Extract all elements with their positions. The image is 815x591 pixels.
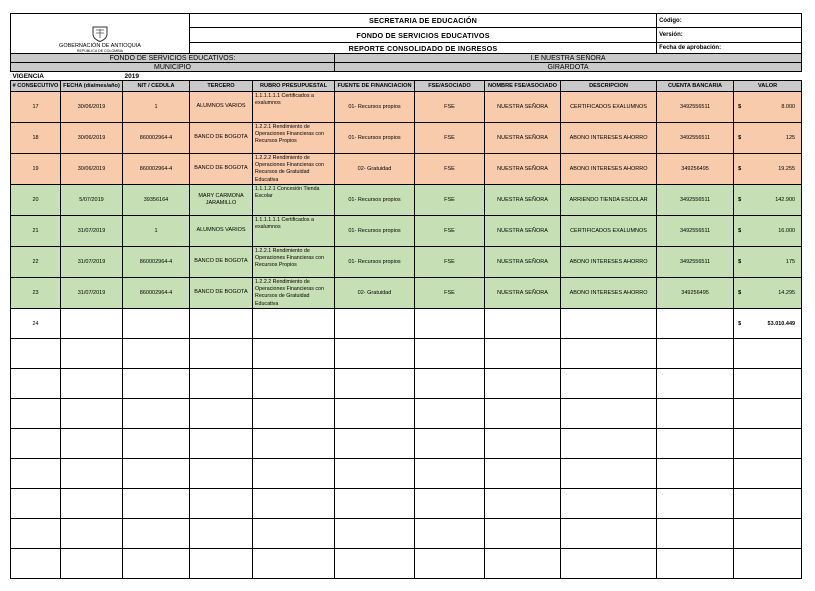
empty-cell[interactable]	[61, 309, 123, 339]
currency-symbol: $	[738, 228, 742, 234]
total-valor	[734, 309, 802, 339]
currency-symbol: $	[738, 104, 742, 110]
empty-row[interactable]	[11, 399, 802, 429]
cell-rubro: 1.1.1.1.1.1 Certificados a exalumnos	[253, 216, 335, 247]
cell-rubro: 1.2.2.1 Rendimiento de Operaciones Financieras con Recursos Propios	[253, 247, 335, 278]
cell-tercero: ALUMNOS VARIOS	[190, 216, 253, 247]
cell-cuenta: 3492556511	[657, 247, 734, 278]
income-report-sheet	[10, 13, 801, 579]
valor-amount: 8.000	[781, 104, 796, 110]
col-tercero: TERCERO	[190, 81, 253, 92]
cell-nombre-fse: NUESTRA SEÑORA	[485, 185, 561, 216]
cell-rubro: 1.2.2.2 Rendimiento de Operaciones Financieras con Recursos de Gratuidad Educativa	[253, 278, 335, 309]
cell-consecutivo: 22	[11, 247, 61, 278]
cell-fse: FSE	[415, 154, 485, 185]
table-row[interactable]	[11, 247, 802, 278]
table-row[interactable]	[11, 216, 802, 247]
empty-row[interactable]	[11, 369, 802, 399]
coat-of-arms-icon	[91, 26, 109, 42]
cell-fecha: 5/07/2019	[61, 185, 123, 216]
cell-fse: FSE	[415, 247, 485, 278]
currency-symbol: $	[738, 290, 742, 296]
col-rubro: RUBRO PRESUPUESTAL	[253, 81, 335, 92]
cell-fuente: 02- Gratuidad	[335, 154, 415, 185]
cell-consecutivo: 18	[11, 123, 61, 154]
cell-consecutivo: 23	[11, 278, 61, 309]
cell-consecutivo: 17	[11, 92, 61, 123]
cell-fecha: 30/06/2019	[61, 123, 123, 154]
column-header-row	[11, 81, 802, 92]
empty-row[interactable]	[11, 459, 802, 489]
total-row[interactable]	[11, 309, 802, 339]
table-row[interactable]	[11, 92, 802, 123]
col-valor: VALOR	[734, 81, 802, 92]
cell-fse: FSE	[415, 216, 485, 247]
band-fondo-label: FONDO DE SERVICIOS EDUCATIVOS:	[11, 54, 335, 63]
cell-valor	[734, 247, 802, 278]
cell-cuenta: 3492556511	[657, 216, 734, 247]
cell-nit: 39356164	[123, 185, 190, 216]
cell-tercero: BANCO DE BOGOTA	[190, 278, 253, 309]
meta-fecha-aprobacion: Fecha de aprobación:	[657, 43, 802, 54]
empty-row[interactable]	[11, 339, 802, 369]
empty-row[interactable]	[11, 519, 802, 549]
cell-fse: FSE	[415, 92, 485, 123]
cell-descripcion: ABONO INTERESES AHORRO	[561, 154, 657, 185]
cell-descripcion: ABONO INTERESES AHORRO	[561, 247, 657, 278]
col-fse: FSE/ASOCIADO	[415, 81, 485, 92]
valor-amount: 16.000	[778, 228, 796, 234]
cell-fecha: 31/07/2019	[61, 278, 123, 309]
col-cuenta: CUENTA BANCARIA	[657, 81, 734, 92]
band-institution: I.E NUESTRA SEÑORA	[335, 54, 802, 63]
cell-cuenta: 349256495	[657, 154, 734, 185]
cell-cuenta: 3492556511	[657, 123, 734, 154]
col-fuente: FUENTE DE FINANCIACION	[335, 81, 415, 92]
currency-symbol: $	[738, 166, 742, 172]
empty-cell[interactable]	[123, 309, 190, 339]
cell-rubro: 1.1.1.1.1.1 Certificados a exalumnos	[253, 92, 335, 123]
empty-cell[interactable]	[253, 309, 335, 339]
report-table	[10, 13, 802, 579]
cell-rubro: 1.1.1.2.1 Concesión Tienda Escolar	[253, 185, 335, 216]
logo-block	[11, 14, 190, 54]
empty-row[interactable]	[11, 549, 802, 579]
cell-fuente: 01- Recursos propios	[335, 123, 415, 154]
cell-fuente: 01- Recursos propios	[335, 247, 415, 278]
cell-valor	[734, 92, 802, 123]
cell-cuenta: 3492556511	[657, 185, 734, 216]
cell-rubro: 1.2.2.2 Rendimiento de Operaciones Financieras con Recursos de Gratuidad Educativa	[253, 154, 335, 185]
empty-cell[interactable]	[335, 309, 415, 339]
cell-consecutivo: 21	[11, 216, 61, 247]
cell-rubro: 1.2.2.1 Rendimiento de Operaciones Financieras con Recursos Propios	[253, 123, 335, 154]
cell-nombre-fse: NUESTRA SEÑORA	[485, 216, 561, 247]
cell-fuente: 02- Gratuidad	[335, 278, 415, 309]
cell-nombre-fse: NUESTRA SEÑORA	[485, 154, 561, 185]
vigencia-label: VIGENCIA	[12, 72, 44, 80]
cell-fecha: 31/07/2019	[61, 216, 123, 247]
cell-tercero: ALUMNOS VARIOS	[190, 92, 253, 123]
cell-nit: 1	[123, 216, 190, 247]
cell-consecutivo: 24	[11, 309, 61, 339]
cell-nit: 1	[123, 92, 190, 123]
cell-fecha: 30/06/2019	[61, 154, 123, 185]
total-amount: 53.010.449	[767, 320, 796, 327]
valor-amount: 125	[785, 135, 796, 141]
currency-symbol: $	[738, 135, 742, 141]
cell-descripcion: CERTIFICADOS EXALUMNOS	[561, 92, 657, 123]
cell-fse: FSE	[415, 278, 485, 309]
cell-nombre-fse: NUESTRA SEÑORA	[485, 247, 561, 278]
cell-nombre-fse: NUESTRA SEÑORA	[485, 278, 561, 309]
band-municipio-value: GIRARDOTA	[335, 63, 802, 72]
cell-nit: 860002964-4	[123, 278, 190, 309]
valor-amount: 142.900	[775, 197, 796, 203]
cell-nit: 860002964-4	[123, 154, 190, 185]
logo-subtitle: REPÚBLICA DE COLOMBIA	[76, 49, 124, 53]
empty-cell[interactable]	[657, 309, 734, 339]
cell-tercero: BANCO DE BOGOTA	[190, 154, 253, 185]
cell-valor	[734, 185, 802, 216]
cell-cuenta: 349256495	[657, 278, 734, 309]
cell-descripcion: CERTIFICADOS EXALUMNOS	[561, 216, 657, 247]
cell-fse: FSE	[415, 123, 485, 154]
empty-cell[interactable]	[415, 309, 485, 339]
vigencia-year: 2019	[124, 72, 139, 80]
cell-fse: FSE	[415, 185, 485, 216]
cell-consecutivo: 20	[11, 185, 61, 216]
empty-cell[interactable]	[485, 309, 561, 339]
col-fecha: FECHA (dia/mes/año)	[61, 81, 123, 92]
col-consecutivo: # CONSECUTIVO	[11, 81, 61, 92]
cell-nit: 860002964-4	[123, 247, 190, 278]
logo-name: GOBERNACIÓN DE ANTIOQUIA	[59, 43, 141, 49]
cell-fecha: 31/07/2019	[61, 247, 123, 278]
valor-amount: 175	[785, 259, 796, 265]
table-row[interactable]	[11, 123, 802, 154]
cell-descripcion: ABONO INTERESES AHORRO	[561, 123, 657, 154]
cell-descripcion: ABONO INTERESES AHORRO	[561, 278, 657, 309]
currency-symbol: $	[738, 320, 742, 327]
report-title-1: SECRETARIA DE EDUCACIÓN	[190, 14, 657, 28]
vigencia-spacer	[190, 72, 802, 81]
meta-version: Versión:	[657, 28, 802, 43]
meta-codigo: Código:	[657, 14, 802, 28]
currency-symbol: $	[738, 259, 742, 265]
empty-cell[interactable]	[561, 309, 657, 339]
cell-tercero: MARY CARMONA JARAMILLO	[190, 185, 253, 216]
col-nit: NIT / CEDULA	[123, 81, 190, 92]
table-row[interactable]	[11, 154, 802, 185]
cell-nombre-fse: NUESTRA SEÑORA	[485, 123, 561, 154]
table-row[interactable]	[11, 185, 802, 216]
empty-row[interactable]	[11, 429, 802, 459]
cell-consecutivo: 19	[11, 154, 61, 185]
cell-valor	[734, 123, 802, 154]
table-row[interactable]	[11, 278, 802, 309]
col-descripcion: DESCRIPCION	[561, 81, 657, 92]
col-nombre-fse: NOMBRE FSE/ASOCIADO	[485, 81, 561, 92]
cell-tercero: BANCO DE BOGOTA	[190, 123, 253, 154]
cell-valor	[734, 216, 802, 247]
cell-nombre-fse: NUESTRA SEÑORA	[485, 92, 561, 123]
cell-fuente: 01- Recursos propios	[335, 185, 415, 216]
cell-descripcion: ARRIENDO TIENDA ESCOLAR	[561, 185, 657, 216]
cell-fuente: 01- Recursos propios	[335, 92, 415, 123]
valor-amount: 19.255	[778, 166, 796, 172]
currency-symbol: $	[738, 197, 742, 203]
valor-amount: 14.295	[778, 290, 796, 296]
empty-cell[interactable]	[190, 309, 253, 339]
cell-cuenta: 3492556511	[657, 92, 734, 123]
cell-valor	[734, 154, 802, 185]
cell-fecha: 30/06/2019	[61, 92, 123, 123]
cell-fuente: 01- Recursos propios	[335, 216, 415, 247]
cell-tercero: BANCO DE BOGOTA	[190, 247, 253, 278]
report-title-3: REPORTE CONSOLIDADO DE INGRESOS	[190, 43, 657, 54]
band-municipio-label: MUNICIPIO	[11, 63, 335, 72]
report-title-2: FONDO DE SERVICIOS EDUCATIVOS	[190, 28, 657, 43]
cell-valor	[734, 278, 802, 309]
empty-row[interactable]	[11, 489, 802, 519]
cell-nit: 860002964-4	[123, 123, 190, 154]
